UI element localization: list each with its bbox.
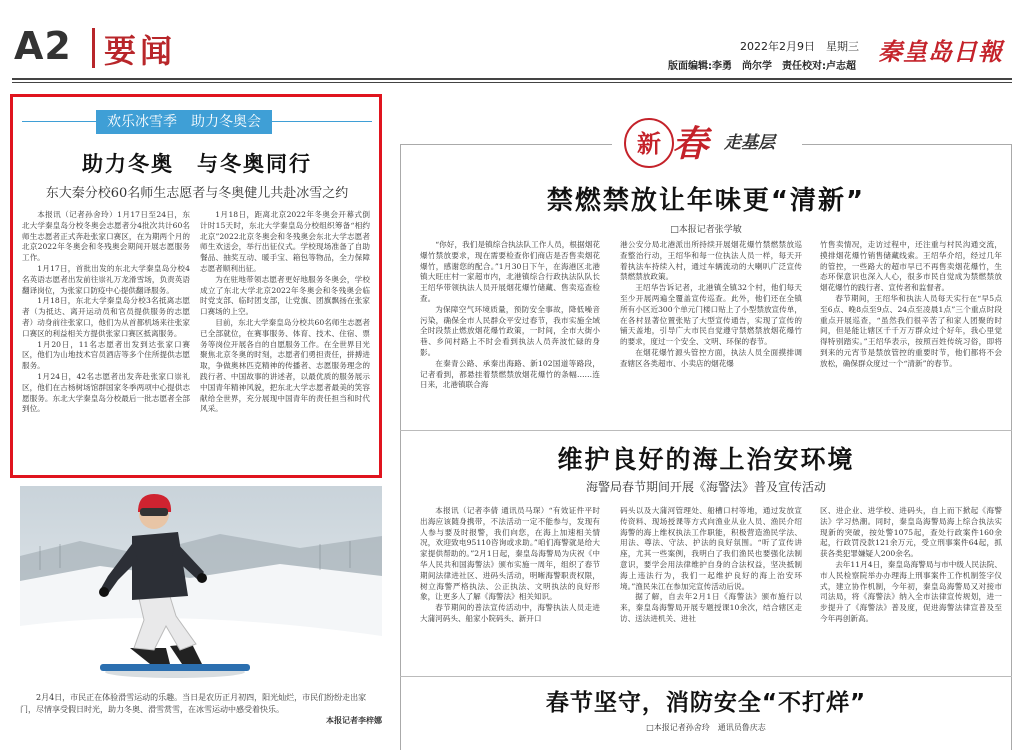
paragraph: 1月20日，11名志愿者出发到达张家口赛区，他们为山地技术官员酒店等多个住所提供志愿服务。: [22, 339, 190, 371]
page-number: A2: [14, 24, 72, 68]
story1-column-3: [820, 240, 1002, 418]
paragraph: 1月17日，首批出发的东北大学秦皇岛分校4名英语志愿者出发前往崇礼万龙滑雪场，负责英语翻译岗位，为张家口防疫中心提供翻译服务。: [22, 263, 190, 295]
banner-chun: 春: [672, 123, 709, 165]
story1-column-2: [620, 240, 802, 418]
issue-date: 2022年2月9日 星期三: [740, 40, 859, 53]
header-rule-thin: [12, 82, 1012, 83]
paragraph: 本报讯（记者李倩 通讯员马琛）“有效证件平时出海应该随身携带，不法活动一定不能参与，发现有人参与要及时报警，我们向您，在海上加速相关情况，欢迎致电95110咨询或求助。”咱们海警就是给大家提供帮助的。”2月1日起，秦皇岛海警局为庆祝《中华人民共和国海警法》颁布实施一周年，组织了春节期间法律进社区、进码头活动，明晰海警职责权限，树立海警严格执法、公正执法、文明执法的良好形象，让更多人了解《海警法》相关知识。: [420, 506, 600, 602]
story2-column-1: [420, 506, 600, 668]
header-divider: [92, 28, 95, 68]
story2-column-2: [620, 506, 802, 668]
paragraph: 港公安分局北港派出所持续开展烟花爆竹禁燃禁放巡查整治行动，王绍华和每一位执法人员一样，每天开着执法车持续入村，通过车辆流动的大喇叭广泛宣传禁燃禁放政策。: [620, 240, 802, 282]
editors-line: 版面编辑:李勇 尚尔学 责任校对:卢志超: [668, 61, 856, 72]
paragraph: 1月18日，距离北京2022年冬奥会开幕式倒计时15天时，东北大学秦皇岛分校组织筹备“相约北京”2022北京冬奥会和冬残奥会东北大学志愿者师生欢送会，举行出征仪式。学校现场准备了自助餐品、抽奖互动、暖手宝、箱包等物品，全力保障志愿者顺利出征。: [200, 210, 370, 273]
article-title: 助力冬奥 与冬奥同行: [82, 152, 312, 176]
paragraph: 为在驻地带领志愿者更好地服务冬奥会，学校成立了东北大学北京2022年冬奥会和冬残奥会临时党支部、临时团支部，让党旗、团旗飘扬在张家口赛场的上空。: [200, 274, 370, 317]
story-divider: [400, 430, 1012, 431]
header-rule: [12, 78, 1012, 80]
paragraph: 区、进企业、进学校、进码头，自上而下掀起《海警法》学习热潮。同时，秦皇岛海警局海上综合执法实现新的突破，按处警1075起，查处行政案件160余起，行政罚没款121余万元，受立刑事案件64起，抓获各类犯罪嫌疑人200余名。: [820, 506, 1002, 559]
paragraph: 码头以及大蒲河管理处、船槽口村等地，通过发放宣传资料、现场授课等方式向渔业从业人员、渔民介绍海警的海上维权执法工作职能，积极营造渔民学法、用法、尊法、守法、护法的良好氛围。“听了宣传讲座，尤其一些案例，我明白了我们渔民也要强化法制意识，要学会用法律维护自身的合法权益，坚决抵制海上违法行为，我们一起维护良好的海上治安环境。”渔民朱江在参加完宣传活动后说。: [620, 506, 802, 591]
article-subtitle: 东大秦分校60名师生志愿者与冬奥健儿共赴冰雪之约: [45, 186, 349, 201]
banner-xin: 新: [624, 118, 674, 168]
paragraph: 竹售卖情况，走访过程中，还注重与村民沟通交流，摸排烟花爆竹销售储藏线索。王绍华介绍，经过几年的管控，一些路大的超市早已不再售卖烟花爆竹，生态环保意识也深入人心，很多市民自觉成为禁燃禁放烟花爆竹的践行者、宣传者和监督者。: [820, 240, 1002, 293]
caption-text: 2月4日，市民正在体验滑雪运动的乐趣。当日是农历正月初四，阳光灿烂，市民们纷纷走出家门，尽情享受假日时光，助力冬奥、滑雪赏雪，在冰雪运动中感受着快乐。: [20, 693, 367, 714]
paragraph: 本报讯（记者孙舍玲）1月17日至24日，东北大学秦皇岛分校冬奥会志愿者分4批次共计60名师生志愿者正式奔赴张家口赛区，在为期两个月的北京2022年冬奥会和冬残奥会期间开展志愿服务工作。: [22, 210, 190, 263]
photo-credit: 本报记者李梓娜: [326, 715, 382, 725]
story1-title: 禁燃禁放让年味更“清新”: [546, 186, 866, 216]
section-title: 要闻: [104, 32, 177, 70]
paragraph: 1月18日，东北大学秦皇岛分校3名抵离志愿者（为抵达、离开运动员和官员提供服务的志愿者）动身前往张家口，他们为从首都机场来往张家口赛区的利益相关方提供张家口赛区抵离服务。: [22, 296, 190, 338]
article-column-2: [200, 210, 370, 472]
paragraph: 去年11月4日，秦皇岛海警局与市中级人民法院、市人民检察院举办办理海上刑事案件工作机制签字仪式，建立协作机制，今年初，秦皇岛海警局又对接市司法局，将《海警法》纳入全市法律宣传规划，进一步提升了《海警法》普及度，促进海警法律宣普及至今年再创新高。: [820, 559, 1002, 623]
paragraph: 春节期间，王绍华和执法人员每天实行在“早5点至6点、晚8点至9点、24点至凌晨1点”三个重点时段重点开展巡查，“虽然我们很辛苦了和家人团聚的时间，但是能让辖区千千万万群众过个好年，我心里觉得特别踏实。”王绍华表示，按照百姓传统习俗，即将到来的元宵节是禁放管控的重要时节，他们都将不会放松，确保群众度过一个“清新”的春节。: [820, 293, 1002, 368]
paragraph: 在烟花爆竹源头管控方面，执法人员全面摸排调查辖区各类超市、小卖店的烟花爆: [620, 347, 802, 368]
story2-column-3: [820, 506, 1002, 668]
story3-byline: □本报记者孙舍玲 通讯员鲁庆志: [646, 723, 766, 732]
banner-zoujiceng: 走基层: [724, 133, 775, 153]
story2-subtitle: 海警局春节期间开展《海警法》普及宣传活动: [585, 480, 826, 494]
story3-title: 春节坚守，消防安全“不打烊”: [545, 690, 867, 716]
photo-caption: [20, 692, 382, 727]
story1-byline: □本报记者张学敏: [670, 225, 742, 235]
paragraph: 1月24日，42名志愿者出发奔赴张家口崇礼区，他们在古杨树场馆群国家冬季两项中心提供志愿服务。东北大学秦皇岛分校最后一批志愿者全部到位。: [22, 371, 190, 414]
paragraph: 目前，东北大学秦皇岛分校共60名师生志愿者已全部就位，在赛事服务、体育、技术、住宿、票务等岗位开展各自的自愿服务工作。在全世界目光聚焦北京冬奥的时刻，志愿者们勇担责任，拼搏进取，争做奥林匹克精神的传播者、志愿服务理念的践行者、中国故事的讲述者，以最优质的服务展示中国青年精神风貌，把东北大学志愿者最美的笑容献给全世界，充分展现中国青年的责任担当和时代风采。: [200, 317, 370, 414]
paragraph: “你好，我们是镇综合执法队工作人员，根据烟花爆竹禁放要求，现在需要检查你们商店是否售卖烟花爆竹，感谢您的配合。”1月30日下午，在海港区北港镇大旺庄村一家超市内，北港镇综合行政执法队队长王绍华带领执法人员开展烟花爆竹储藏、售卖巡查检查。: [420, 240, 600, 303]
skier-illustration: [20, 486, 382, 686]
column-tag: 欢乐冰雪季 助力冬奥会: [96, 110, 272, 134]
paragraph: 在秦青公路、承秦出海路、新102国道等路段，记者看到，都悬挂着禁燃禁放烟花爆竹的条幅……连日来，北港镇联合海: [420, 358, 600, 390]
story2-title: 维护良好的海上治安环境: [557, 445, 855, 474]
paragraph: 王绍华告诉记者，北港镇全镇32个村，他们每天至少开展两遍全覆盖宣传巡查。此外，他们还在全镇所有小区近300个单元门楼口贴上了小型禁放宣传单，在各村显著位置张贴了大型宣传通告，实现了宣传的铺天盖地，引导广大市民自觉遵守禁燃禁放烟花爆竹的要求，度过一个安全、文明、环保的春节。: [620, 283, 802, 347]
skiing-photo: [20, 486, 382, 686]
paragraph: 为保障空气环境质量，预防安全事故，降低噪音污染，确保全市人民群众平安过春节，我市实施全域全时段禁止燃放烟花爆竹政策，一时间，全市大街小巷、乡间村路上不时会看到执法人员奔波忙碌的身影。: [420, 304, 600, 357]
story1-column-1: [420, 240, 600, 418]
story-divider: [400, 676, 1012, 677]
paragraph: 春节期间的普法宣传活动中，海警执法人员走进大蒲河码头、船家小院码头、新开口: [420, 603, 600, 623]
paragraph: 据了解，自去年2月1日《海警法》颁布施行以来，秦皇岛海警局开展专题授课10余次，结合辖区走访、送法进机关、进社: [620, 592, 802, 623]
article-column-1: [22, 210, 190, 472]
newspaper-logo: 秦皇岛日報: [878, 37, 1003, 66]
